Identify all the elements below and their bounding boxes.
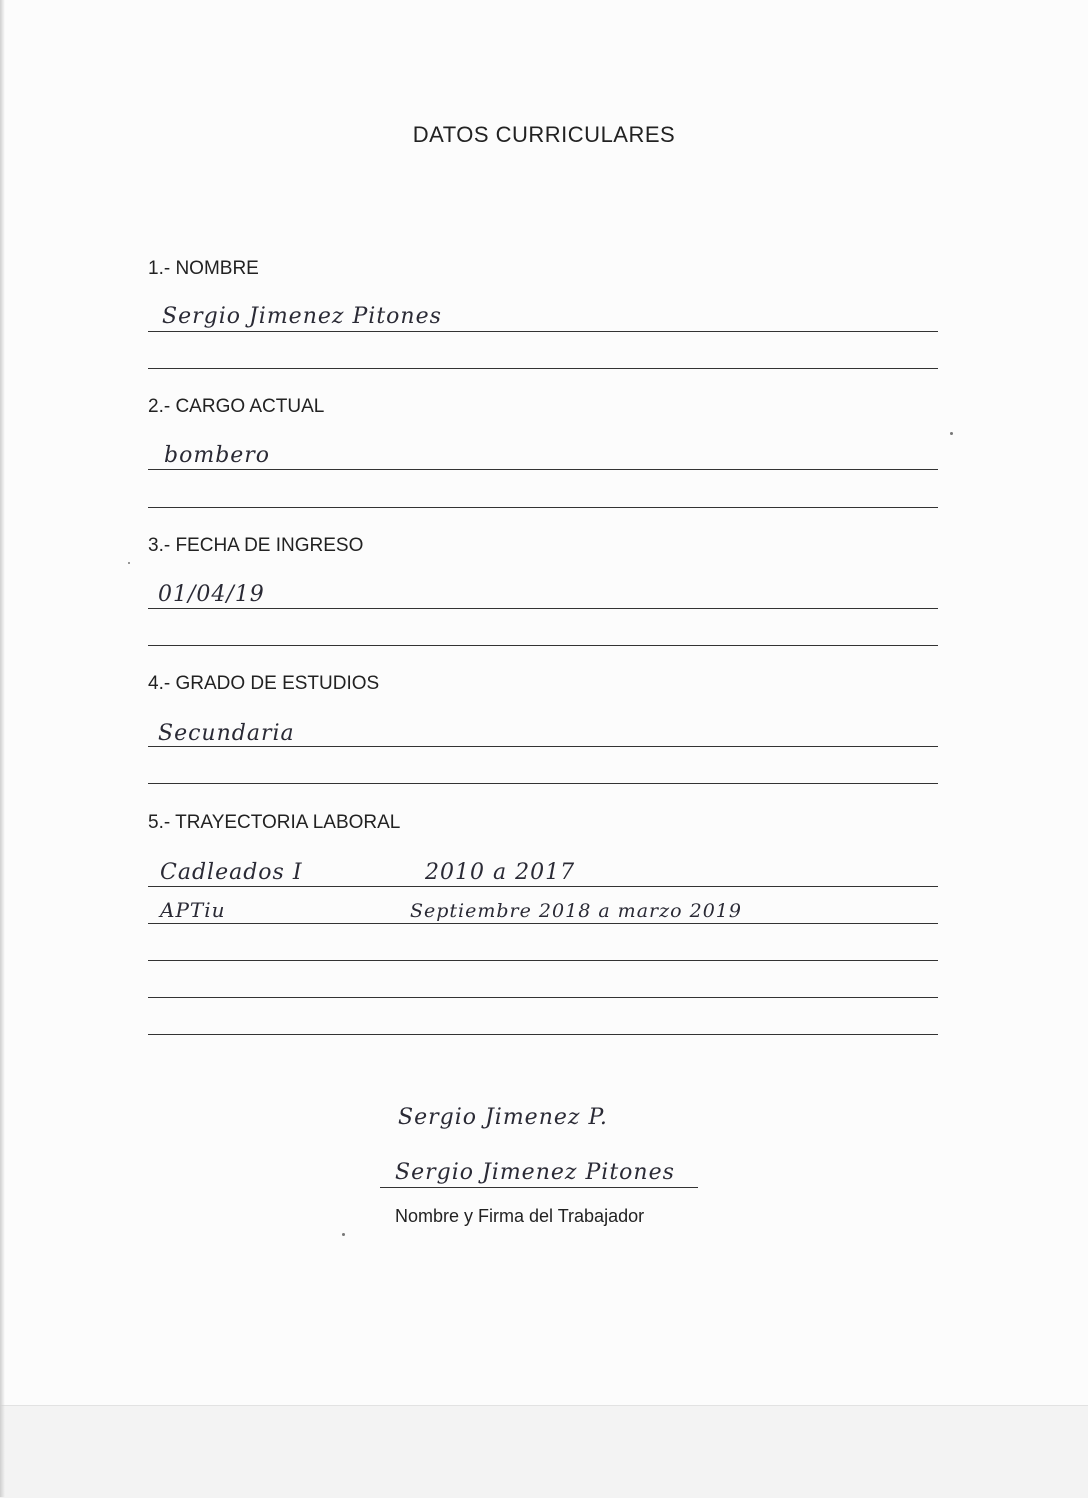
- handwritten-nombre: Sergio Jimenez Pitones: [162, 304, 442, 329]
- form-line: [148, 923, 938, 924]
- handwritten-periodo-1: 2010 a 2017: [425, 860, 576, 885]
- form-line: [148, 331, 938, 332]
- scan-edge-shadow: [0, 0, 5, 1497]
- form-line: [148, 997, 938, 998]
- label-cargo-actual: 2.- CARGO ACTUAL: [148, 396, 325, 417]
- label-fecha-ingreso: 3.- FECHA DE INGRESO: [148, 535, 364, 556]
- form-line: [148, 507, 938, 508]
- signature-line: [380, 1187, 698, 1188]
- handwritten-empleo-1: Cadleados I: [160, 860, 303, 885]
- handwritten-empleo-2: APTiu: [160, 898, 226, 922]
- document-title: DATOS CURRICULARES: [412, 122, 676, 147]
- scan-speck: [342, 1233, 345, 1236]
- handwritten-fecha: 01/04/19: [158, 582, 265, 607]
- label-grado-estudios: 4.- GRADO DE ESTUDIOS: [148, 673, 380, 694]
- scan-speck: [950, 432, 953, 435]
- form-line: [148, 469, 938, 470]
- handwritten-periodo-2: Septiembre 2018 a marzo 2019: [410, 900, 742, 922]
- scan-speck: [128, 562, 130, 564]
- label-nombre: 1.- NOMBRE: [148, 258, 259, 279]
- form-line: [148, 783, 938, 784]
- signature-caption: Nombre y Firma del Trabajador: [395, 1206, 645, 1226]
- handwritten-cargo: bombero: [164, 443, 271, 468]
- form-line: [148, 886, 938, 887]
- handwritten-full-name: Sergio Jimenez Pitones: [395, 1160, 675, 1185]
- label-trayectoria-laboral: 5.- TRAYECTORIA LABORAL: [148, 812, 401, 833]
- form-line: [148, 1034, 938, 1035]
- form-line: [148, 608, 938, 609]
- signature: Sergio Jimenez P.: [398, 1105, 608, 1130]
- scan-bottom-margin: [0, 1405, 1088, 1498]
- handwritten-estudios: Secundaria: [158, 721, 295, 746]
- form-line: [148, 645, 938, 646]
- form-line: [148, 368, 938, 369]
- form-line: [148, 746, 938, 747]
- form-line: [148, 960, 938, 961]
